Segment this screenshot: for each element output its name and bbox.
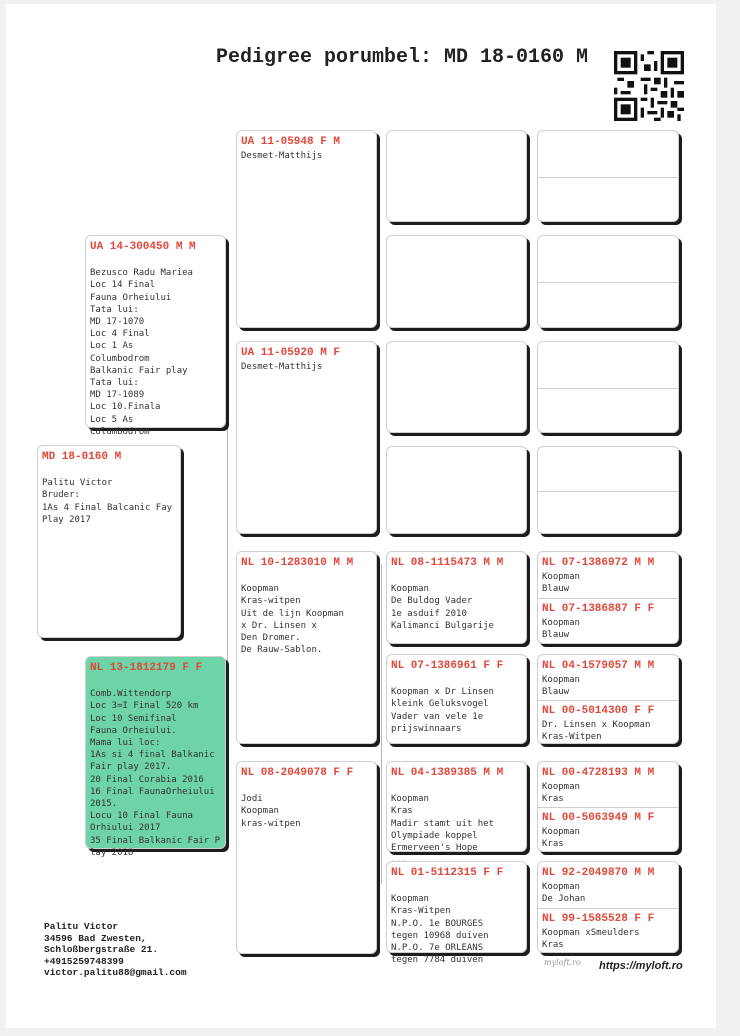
ring-number: UA 11-05920 M F <box>241 347 341 359</box>
ring-number: NL 07-1386887 F F <box>542 603 655 615</box>
pedigree-sheet <box>6 4 716 1028</box>
ring-number: NL 13-1812179 F F <box>90 662 203 674</box>
ring-number: NL 04-1389385 M M <box>391 767 504 779</box>
pigeon-notes: Desmet-Matthijs <box>241 362 323 372</box>
father-card[interactable] <box>85 235 226 437</box>
grandparent-card[interactable] <box>236 341 377 534</box>
double-ancestor-card[interactable] <box>537 654 679 744</box>
ring-number: NL 04-1579057 M M <box>542 660 655 672</box>
empty-ancestor-card <box>386 235 527 328</box>
pigeon-notes: Comb.Wittendorp Loc 3=I Final 520 km Loc 10 Semifinal Fauna Orheiului. Mama lui loc: 1As si 4 final Balkanic Fair play 2017. 20 Final Corabia 2016 16 Final FaunaOrheiului 2015. Locu 10 Final Fauna Orhiului 2017 35 Final Balkanic Fair P lay 2018 <box>90 689 221 858</box>
double-ancestor-card[interactable] <box>537 761 679 852</box>
grandparent-card[interactable] <box>236 130 377 328</box>
pigeon-notes: Koopman Kras <box>542 782 580 805</box>
connector-line <box>381 564 382 884</box>
ring-number: NL 07-1386972 M M <box>542 557 655 569</box>
page-title: Pedigree porumbel: MD 18-0160 M <box>216 46 589 69</box>
ring-number: UA 11-05948 F M <box>241 136 341 148</box>
pigeon-notes: Koopman xSmeulders Kras <box>542 928 640 951</box>
empty-ancestor-card <box>537 235 679 328</box>
ring-number: NL 00-5063949 M F <box>542 812 655 824</box>
owner-contact <box>44 921 187 979</box>
pigeon-notes: Koopman Blauw <box>542 675 580 698</box>
owner-email[interactable]: victor.palitu88@gmail.com <box>44 967 187 978</box>
ancestor-card[interactable] <box>386 654 527 744</box>
pigeon-notes: Koopman x Dr Linsen kleink Geluksvogel Vader van vele 1e prijswinnaars <box>391 687 494 734</box>
ring-number: NL 92-2049870 M M <box>542 867 655 879</box>
pigeon-notes: Jodi Koopman kras-witpen <box>241 794 301 829</box>
pigeon-notes: Koopman De Buldog Vader 1e asduif 2010 Kalimanci Bulgarije <box>391 584 494 631</box>
pigeon-notes: Bezusco Radu Mariea Loc 14 Final Fauna Orheiului Tata lui: MD 17-1070 Loc 4 Final Loc 1 As Columbodrom Balkanic Fair play Tata lui: MD 17-1089 Loc 10.Finala Loc 5 As Columbodrom <box>90 268 193 437</box>
pigeon-notes: Palitu Victor Bruder: 1As 4 Final Balcanic Fay Play 2017 <box>42 478 173 525</box>
pigeon-notes: Koopman Kras-witpen Uit de lijn Koopman x Dr. Linsen x Den Dromer. De Rauw-Sablon. <box>241 584 344 656</box>
pigeon-notes: Koopman De Johan <box>542 882 586 905</box>
ring-number: NL 00-4728193 M M <box>542 767 655 779</box>
pigeon-notes: Koopman Kras Madir stamt uit het Olympiade koppel Ermerveen's Hope <box>391 794 494 854</box>
owner-street: Schloßbergstraße 21. <box>44 944 159 955</box>
owner-city: 34596 Bad Zwesten, <box>44 932 147 944</box>
ancestor-card[interactable] <box>386 761 527 852</box>
owner-phone: +4915259748399 <box>44 955 124 967</box>
ring-number: NL 08-2049078 F F <box>241 767 354 779</box>
ring-number: UA 14-300450 M M <box>90 241 196 253</box>
ancestor-card[interactable] <box>386 551 527 644</box>
ring-number: NL 07-1386961 F F <box>391 660 504 672</box>
footer-url[interactable]: https://myloft.ro <box>599 960 683 972</box>
ring-number: MD 18-0160 M <box>42 451 122 463</box>
ring-number: NL 10-1283010 M M <box>241 557 354 569</box>
pigeon-notes: Dr. Linsen x Koopman Kras-Witpen <box>542 720 651 743</box>
double-ancestor-card[interactable] <box>537 551 679 644</box>
empty-ancestor-card <box>537 130 679 222</box>
empty-ancestor-card <box>537 446 679 534</box>
pigeon-notes: Koopman Blauw <box>542 618 580 641</box>
grandparent-card[interactable] <box>236 761 377 954</box>
grandparent-card[interactable] <box>236 551 377 744</box>
ancestor-card[interactable] <box>386 861 527 966</box>
qr-code-icon <box>614 51 684 121</box>
double-ancestor-card[interactable] <box>537 861 679 953</box>
signature: myloft.ro <box>544 958 581 967</box>
ring-number: NL 99-1585528 F F <box>542 913 655 925</box>
ring-number: NL 00-5014300 F F <box>542 705 655 717</box>
pigeon-notes: Koopman Blauw <box>542 572 580 595</box>
pigeon-notes: Koopman Kras-Witpen N.P.O. 1e BOURGES tegen 10968 duiven N.P.O. 7e ORLEANS tegen 7784 duiven <box>391 894 489 966</box>
empty-ancestor-card <box>386 446 527 534</box>
connector-line <box>227 304 228 704</box>
ring-number: NL 01-5112315 F F <box>391 867 504 879</box>
empty-ancestor-card <box>386 341 527 433</box>
pigeon-notes: Koopman Kras <box>542 827 580 850</box>
subject-card[interactable] <box>37 445 181 638</box>
empty-ancestor-card <box>386 130 527 222</box>
owner-name: Palitu Victor <box>44 921 119 932</box>
empty-ancestor-card <box>537 341 679 433</box>
ring-number: NL 08-1115473 M M <box>391 557 504 569</box>
mother-card[interactable] <box>85 656 226 858</box>
pigeon-notes: Desmet-Matthijs <box>241 151 323 161</box>
